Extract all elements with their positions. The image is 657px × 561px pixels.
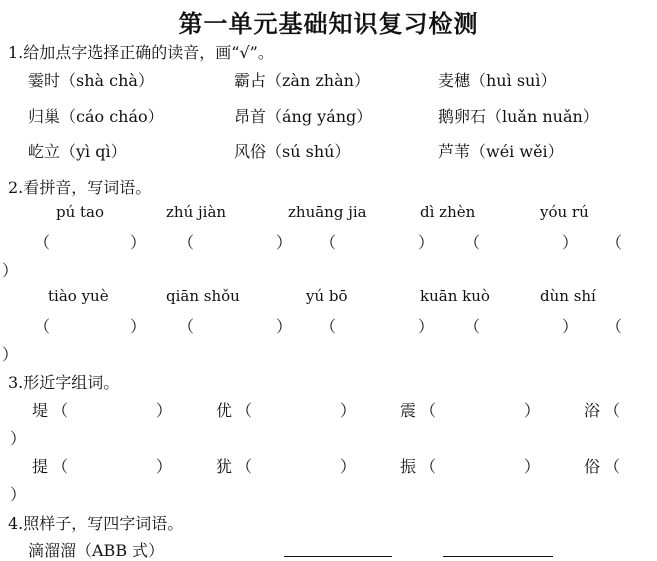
q3-char-6: 犹	[216, 457, 233, 476]
q3-char-5: 提	[32, 457, 49, 476]
q2-answer-open-4[interactable]: （	[464, 233, 481, 252]
q3-answer-open-5[interactable]: （	[52, 457, 69, 476]
q1-item-3: 麦穗（huì suì）	[438, 71, 557, 90]
q1-item-5: 昂首（áng yáng）	[234, 107, 373, 126]
q2-pinyin-7: qiān shǒu	[166, 287, 240, 305]
q3-answer-open-8[interactable]: （	[604, 457, 621, 476]
q2-pinyin-8: yú bō	[306, 287, 348, 305]
q3-answer-close-7: ）	[524, 457, 541, 476]
q3-answer-close-6: ）	[340, 457, 357, 476]
q2-answer-close-1: ）	[130, 233, 147, 252]
q3-answer-open-4[interactable]: （	[604, 401, 621, 420]
q2-answer-close-5: ）	[2, 261, 19, 280]
q1-item-4: 归巢（cáo cháo）	[28, 107, 164, 126]
question-4-prompt: 4.照样子，写四字词语。	[8, 514, 184, 533]
q3-char-3: 震	[400, 401, 417, 420]
q2-answer-close-3: ）	[418, 233, 435, 252]
q2-pinyin-6: tiào yuè	[48, 287, 109, 305]
q4-answer-blank-1[interactable]	[284, 556, 392, 557]
q3-answer-open-2[interactable]: （	[236, 401, 253, 420]
q3-answer-close-1: ）	[156, 401, 173, 420]
q2-answer-open-6[interactable]: （	[34, 317, 51, 336]
q2-pinyin-2: zhú jiàn	[166, 203, 227, 221]
q3-char-8: 俗	[584, 457, 601, 476]
q2-answer-close-2: ）	[276, 233, 293, 252]
q3-answer-close-4: ）	[10, 429, 27, 448]
q3-answer-open-1[interactable]: （	[52, 401, 69, 420]
q2-answer-open-7[interactable]: （	[178, 317, 195, 336]
q2-answer-open-9[interactable]: （	[464, 317, 481, 336]
q1-item-6: 鹅卵石（luǎn nuǎn）	[438, 107, 599, 126]
q3-char-4: 浴	[584, 401, 601, 420]
q2-answer-open-8[interactable]: （	[320, 317, 337, 336]
q2-answer-open-5[interactable]: （	[606, 233, 623, 252]
q2-pinyin-9: kuān kuò	[420, 287, 490, 305]
q1-item-1: 霎时（shà chà）	[28, 71, 154, 90]
q2-pinyin-3: zhuāng jia	[288, 203, 367, 221]
q2-answer-open-10[interactable]: （	[606, 317, 623, 336]
question-1-prompt: 1.给加点字选择正确的读音，画“√”。	[8, 43, 274, 62]
q3-answer-close-2: ）	[340, 401, 357, 420]
q2-answer-open-3[interactable]: （	[320, 233, 337, 252]
question-3-prompt: 3.形近字组词。	[8, 373, 120, 392]
q2-answer-close-8: ）	[418, 317, 435, 336]
q2-answer-close-6: ）	[130, 317, 147, 336]
q1-item-7: 屹立（yì qì）	[28, 142, 127, 161]
q3-answer-open-6[interactable]: （	[236, 457, 253, 476]
q3-answer-close-8: ）	[10, 485, 27, 504]
q2-pinyin-5: yóu rú	[540, 203, 589, 221]
q2-pinyin-1: pú tao	[56, 203, 105, 221]
q1-item-2: 霸占（zàn zhàn）	[234, 71, 370, 90]
q3-answer-close-5: ）	[156, 457, 173, 476]
q3-answer-close-3: ）	[524, 401, 541, 420]
q2-pinyin-4: dì zhèn	[420, 203, 476, 221]
q2-answer-close-7: ）	[276, 317, 293, 336]
q4-answer-blank-2[interactable]	[443, 556, 553, 557]
q2-answer-close-4: ）	[562, 233, 579, 252]
q3-char-1: 堤	[32, 401, 49, 420]
q2-answer-open-1[interactable]: （	[34, 233, 51, 252]
q3-char-2: 优	[216, 401, 233, 420]
q4-example: 滴溜溜（ABB 式）	[28, 541, 165, 560]
q3-answer-open-7[interactable]: （	[420, 457, 437, 476]
q1-item-8: 风俗（sú shú）	[234, 142, 351, 161]
page-title: 第一单元基础知识复习检测	[178, 9, 479, 38]
q2-answer-close-9: ）	[562, 317, 579, 336]
q3-answer-open-3[interactable]: （	[420, 401, 437, 420]
q1-item-9: 芦苇（wéi wěi）	[438, 142, 564, 161]
q2-pinyin-10: dùn shí	[540, 287, 596, 305]
q2-answer-open-2[interactable]: （	[178, 233, 195, 252]
q2-answer-close-10: ）	[2, 345, 19, 364]
question-2-prompt: 2.看拼音，写词语。	[8, 178, 152, 197]
q3-char-7: 振	[400, 457, 417, 476]
